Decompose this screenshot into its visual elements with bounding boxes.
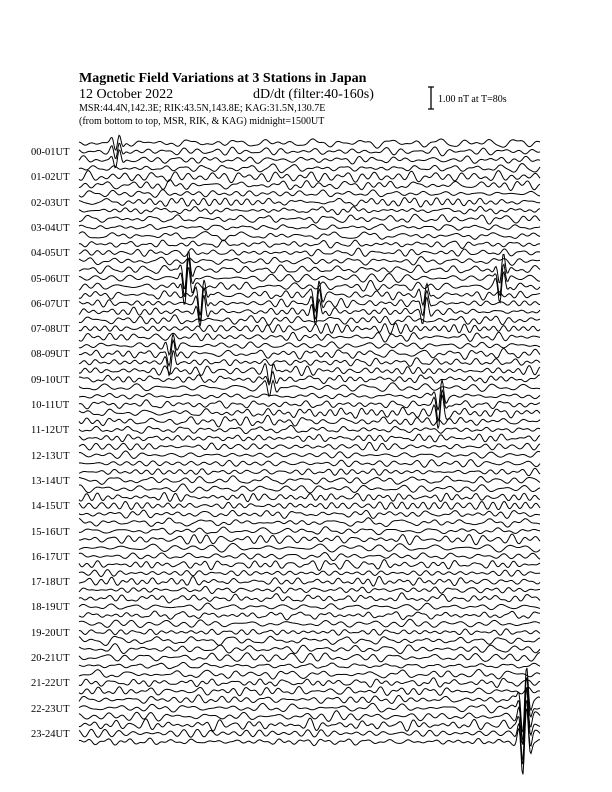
trace-msr [79, 180, 540, 191]
trace-rik [79, 143, 540, 158]
hour-label: 01-02UT [31, 172, 70, 184]
trace-msr [79, 332, 540, 342]
trace-msr [79, 257, 540, 266]
trace-msr [79, 150, 540, 168]
trace-msr [79, 560, 540, 571]
chart-title: Magnetic Field Variations at 3 Stations in Japan [79, 71, 367, 86]
hour-label: 19-20UT [31, 627, 70, 639]
hour-label: 23-24UT [31, 728, 70, 740]
hour-label: 09-10UT [31, 374, 70, 386]
trace-msr [79, 662, 540, 668]
hour-label: 18-19UT [31, 602, 70, 614]
trace-msr [79, 534, 540, 545]
trace-rik [79, 248, 540, 256]
trace-kag [79, 190, 540, 198]
trace-kag [79, 669, 540, 679]
trace-rik [79, 171, 540, 183]
trace-msr [79, 510, 540, 518]
trace-kag [79, 518, 540, 527]
hour-label: 04-05UT [31, 248, 70, 260]
trace-kag [79, 240, 540, 248]
trace-rik [79, 198, 540, 207]
chart-date: 12 October 2022 [79, 87, 174, 102]
order-line: (from bottom to top, MSR, RIK, & KAG) midnight=1500UT [79, 116, 325, 127]
trace-msr [79, 689, 540, 745]
trace-msr [79, 611, 540, 620]
trace-kag [79, 570, 540, 577]
trace-rik [79, 653, 540, 663]
scale-bar-label: 1.00 nT at T=80s [438, 94, 507, 105]
trace-msr [79, 434, 540, 442]
trace-rik [79, 425, 540, 433]
stations-line: MSR:44.4N,142.3E; RIK:43.5N,143.8E; KAG:31.5N,130.7E [79, 103, 326, 114]
hour-label: 14-15UT [31, 501, 70, 513]
trace-msr [79, 460, 540, 468]
hour-label: 05-06UT [31, 273, 70, 285]
trace-msr [79, 686, 540, 695]
trace-msr [79, 395, 540, 428]
hour-label: 22-23UT [31, 703, 70, 715]
trace-msr [79, 586, 540, 593]
hour-label: 15-16UT [31, 526, 70, 538]
trace-kag [79, 214, 540, 224]
trace-rik [79, 501, 540, 509]
scale-bar [428, 87, 434, 109]
trace-kag [79, 315, 540, 325]
trace-kag [79, 593, 540, 603]
hour-label: 06-07UT [31, 298, 70, 310]
trace-rik [79, 603, 540, 610]
hour-label: 02-03UT [31, 197, 70, 209]
trace-rik [79, 224, 540, 230]
trace-rik [79, 340, 540, 366]
trace-msr [79, 636, 540, 645]
trace-kag [79, 380, 540, 411]
hour-label: 10-11UT [31, 400, 70, 411]
trace-kag [79, 364, 540, 383]
trace-kag [79, 252, 540, 289]
trace-kag [79, 543, 540, 552]
trace-rik [79, 629, 540, 635]
trace-rik [79, 678, 540, 688]
hour-label: 16-17UT [31, 551, 70, 563]
hour-label: 12-13UT [31, 450, 70, 462]
hour-label: 21-22UT [31, 678, 70, 690]
trace-kag [79, 493, 540, 502]
hour-label: 20-21UT [31, 653, 70, 664]
trace-rik [79, 287, 540, 321]
trace-kag [79, 163, 540, 172]
trace-kag [79, 415, 540, 427]
trace-kag [79, 644, 540, 654]
trace-kag [79, 442, 540, 450]
hour-label: 03-04UT [31, 222, 70, 234]
hour-label: 00-01UT [31, 147, 70, 158]
hour-label: 11-12UT [31, 425, 70, 437]
trace-kag [79, 468, 540, 475]
chart-quantity: dD/dt (filter:40-160s) [253, 87, 374, 102]
trace-rik [79, 701, 540, 765]
trace-kag [79, 619, 540, 627]
trace-rik [79, 372, 540, 385]
trace-msr [79, 232, 540, 241]
trace-kag [79, 135, 540, 150]
trace-rik [79, 323, 540, 334]
trace-msr [79, 206, 540, 214]
trace-rik [79, 576, 540, 586]
trace-rik [79, 451, 540, 458]
trace-msr [79, 484, 540, 493]
trace-rik [79, 552, 540, 560]
trace-msr [79, 351, 540, 376]
trace-rik [79, 527, 540, 535]
hour-label: 07-08UT [31, 324, 70, 336]
hour-label: 13-14UT [31, 475, 70, 487]
hour-label: 17-18UT [31, 577, 70, 589]
hour-label: 08-09UT [31, 349, 70, 361]
trace-rik [79, 476, 540, 485]
